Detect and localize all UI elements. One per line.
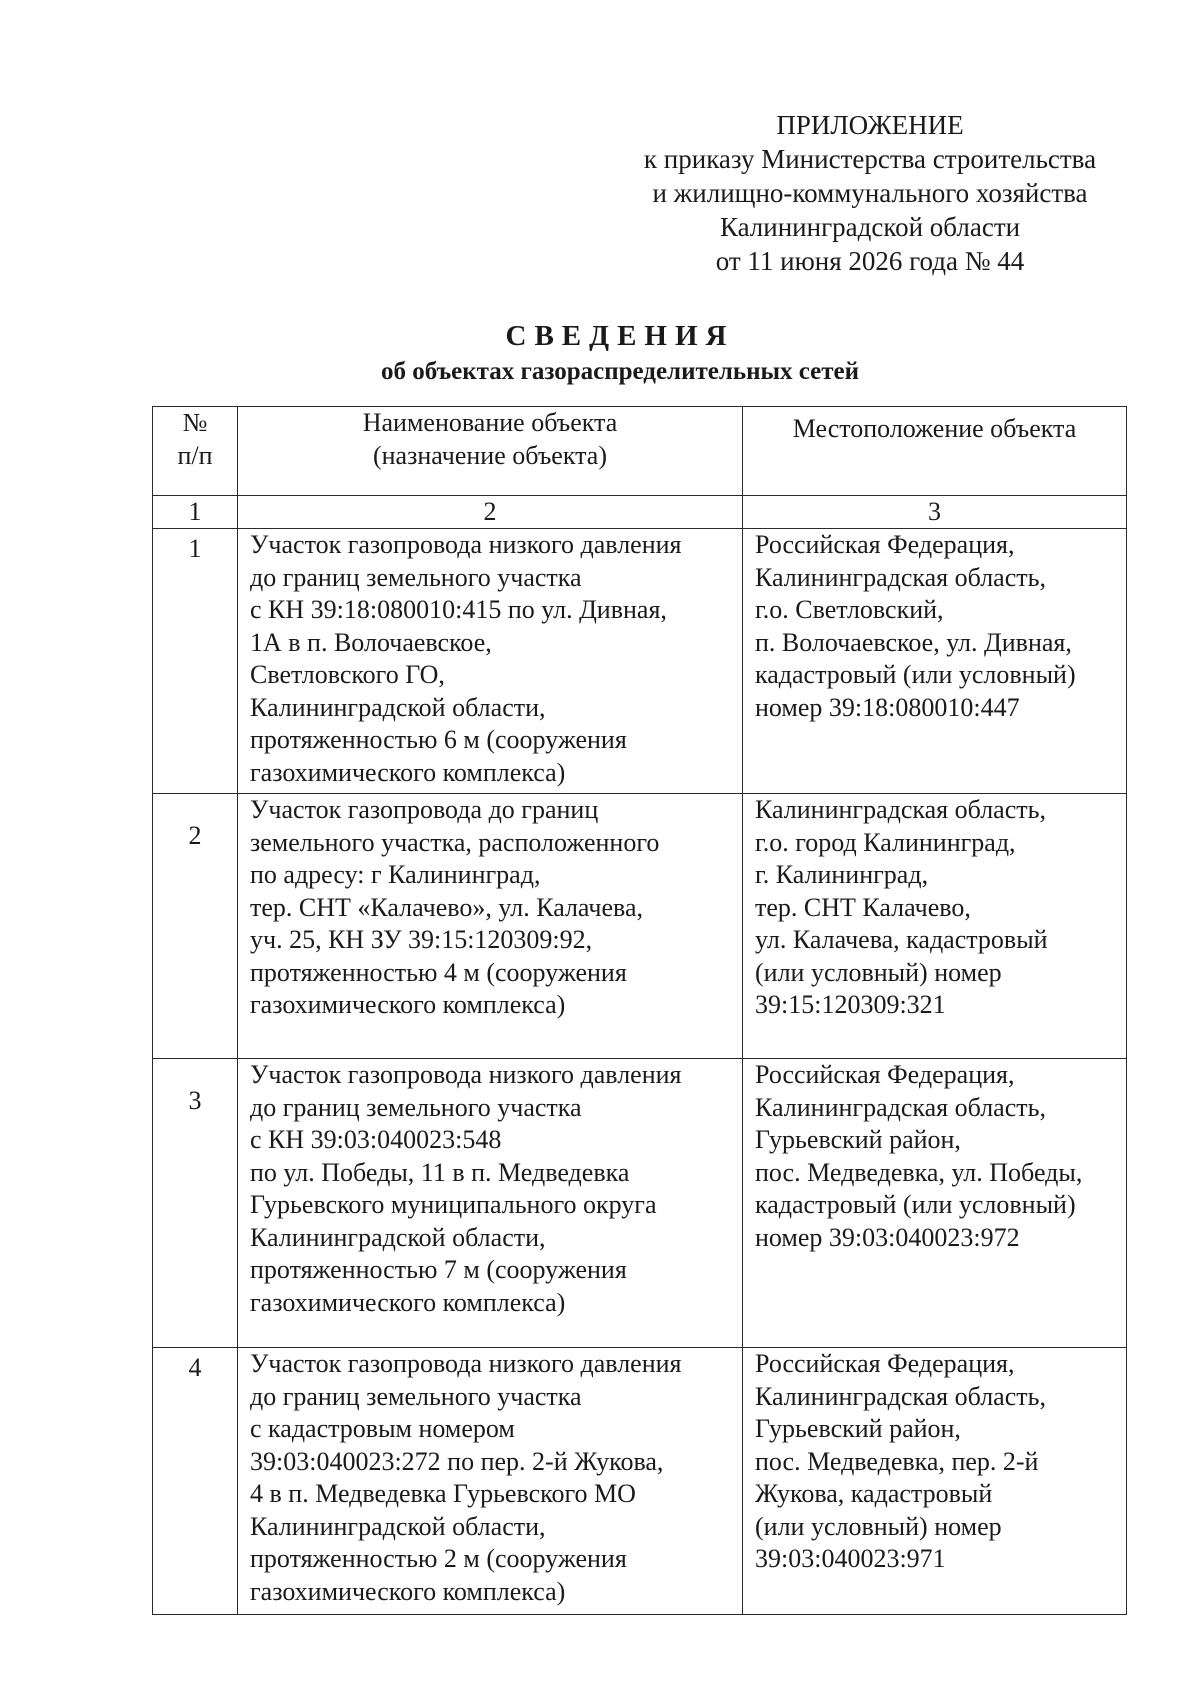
object-name-line: Калининградской области, <box>250 1511 546 1541</box>
appendix-line: от 11 июня 2026 года № 44 <box>715 246 1025 276</box>
object-name-cell <box>238 1059 743 1348</box>
object-location-line: Калининградская область, <box>755 1381 1046 1411</box>
object-location-line: тер. СНТ Калачево, <box>755 892 971 922</box>
object-location-line: Калининградская область, <box>755 1092 1046 1122</box>
object-location-line: ул. Калачева, кадастровый <box>755 925 1048 954</box>
table-row <box>153 529 1127 794</box>
object-name-line: 1А в п. Волочаевское, <box>250 627 492 657</box>
object-name-cell <box>238 529 743 794</box>
object-name-line: Гурьевского муниципального округа <box>250 1190 657 1219</box>
object-location-line: Жукова, кадастровый <box>755 1479 993 1508</box>
object-name-line: газохимического комплекса) <box>250 757 566 787</box>
object-location-line: Калининградская область, <box>755 562 1046 592</box>
row-number: 4 <box>153 1348 238 1615</box>
object-name-line: Участок газопровода низкого давления <box>250 1060 682 1089</box>
object-name-line: Калининградской области, <box>250 692 546 722</box>
object-location-line: Гурьевский район, <box>755 1125 961 1154</box>
object-name-line: 4 в п. Медведевка Гурьевского МО <box>250 1479 636 1508</box>
header-text: п/п <box>177 440 213 470</box>
object-location-line: Российская Федерация, <box>755 530 1015 559</box>
object-location-line: п. Волочаевское, ул. Дивная, <box>755 627 1072 657</box>
object-location-cell <box>743 529 1127 794</box>
object-name-line: по ул. Победы, 11 в п. Медведевка <box>250 1157 630 1187</box>
object-location-line: Российская Федерация, <box>755 1349 1015 1378</box>
table-row <box>153 1059 1127 1348</box>
document-subtitle: об объектах газораспределительных сетей <box>380 358 860 385</box>
object-location-cell <box>743 794 1127 1059</box>
object-name-line: газохимического комплекса) <box>250 990 566 1019</box>
object-location-cell <box>743 1348 1127 1615</box>
object-location-line: пос. Медведевка, пер. 2-й <box>755 1446 1039 1476</box>
object-name-cell <box>238 1348 743 1615</box>
column-index-row <box>153 496 1127 529</box>
object-name-line: по адресу: г Калининград, <box>250 860 541 889</box>
table-row <box>153 794 1127 1059</box>
object-name-line: земельного участка, расположенного <box>250 827 660 857</box>
document-title: СВЕДЕНИЯ <box>505 320 735 352</box>
object-location-line: номер 39:03:040023:972 <box>755 1222 1020 1252</box>
object-name-line: до границ земельного участка <box>250 1381 582 1411</box>
object-location-line: 39:15:120309:321 <box>755 990 946 1019</box>
object-name-line: Участок газопровода до границ <box>250 795 599 824</box>
header-text: (назначение объекта) <box>372 440 607 470</box>
title-block <box>0 318 1200 390</box>
column-index: 2 <box>238 496 743 529</box>
object-name-line: до границ земельного участка <box>250 1092 582 1122</box>
object-name-line: протяженностью 4 м (сооружения <box>250 957 627 987</box>
table-header-row <box>153 407 1127 496</box>
object-location-cell <box>743 1059 1127 1348</box>
header-text: Местоположение объекта <box>792 414 1077 443</box>
column-index: 1 <box>153 496 238 529</box>
appendix-line: и жилищно-коммунального хозяйства <box>652 178 1088 208</box>
appendix-header <box>580 108 1160 278</box>
objects-table <box>152 406 1127 1615</box>
header-text: Наименование объекта <box>362 408 618 437</box>
header-number <box>153 407 238 496</box>
header-text: № <box>182 408 208 437</box>
object-name-cell <box>238 794 743 1059</box>
object-location-line: 39:03:040023:971 <box>755 1544 946 1573</box>
object-name-line: Светловского ГО, <box>250 660 445 689</box>
object-name-line: тер. СНТ «Калачево», ул. Калачева, <box>250 892 644 922</box>
object-location-line: г.о. Светловский, <box>755 595 944 624</box>
object-location-line: номер 39:18:080010:447 <box>755 692 1020 722</box>
object-location-line: Калининградская область, <box>755 795 1046 824</box>
appendix-line: Калининградской области <box>719 212 1021 242</box>
object-name-line: газохимического комплекса) <box>250 1576 566 1606</box>
object-name-line: Участок газопровода низкого давления <box>250 1349 682 1378</box>
object-location-line: г. Калининград, <box>755 860 929 889</box>
object-name-line: протяженностью 2 м (сооружения <box>250 1544 627 1573</box>
object-location-line: кадастровый (или условный) <box>755 1190 1076 1219</box>
column-index: 3 <box>743 496 1127 529</box>
object-location-line: (или условный) номер <box>755 1511 1002 1541</box>
object-name-line: уч. 25, КН ЗУ 39:15:120309:92, <box>250 925 593 954</box>
row-number: 3 <box>153 1059 238 1348</box>
object-name-line: с КН 39:03:040023:548 <box>250 1125 502 1154</box>
object-name-line: до границ земельного участка <box>250 562 582 592</box>
object-name-line: Участок газопровода низкого давления <box>250 530 682 559</box>
object-name-line: 39:03:040023:272 по пер. 2-й Жукова, <box>250 1446 664 1476</box>
object-name-line: протяженностью 7 м (сооружения <box>250 1255 627 1284</box>
appendix-line: ПРИЛОЖЕНИЕ <box>776 110 964 140</box>
object-location-line: г.о. город Калининград, <box>755 827 1016 857</box>
object-name-line: с КН 39:18:080010:415 по ул. Дивная, <box>250 595 667 624</box>
row-number: 1 <box>153 529 238 794</box>
object-location-line: кадастровый (или условный) <box>755 660 1076 689</box>
object-location-line: (или условный) номер <box>755 957 1002 987</box>
object-location-line: Российская Федерация, <box>755 1060 1015 1089</box>
object-name-line: протяженностью 6 м (сооружения <box>250 725 627 754</box>
object-location-line: пос. Медведевка, ул. Победы, <box>755 1157 1083 1187</box>
object-name-line: Калининградской области, <box>250 1222 546 1252</box>
object-name-line: с кадастровым номером <box>250 1414 515 1443</box>
table-row <box>153 1348 1127 1615</box>
row-number: 2 <box>153 794 238 1059</box>
object-name-line: газохимического комплекса) <box>250 1287 566 1317</box>
appendix-line: к приказу Министерства строительства <box>643 144 1097 174</box>
object-location-line: Гурьевский район, <box>755 1414 961 1443</box>
header-location <box>743 407 1127 496</box>
header-name <box>238 407 743 496</box>
